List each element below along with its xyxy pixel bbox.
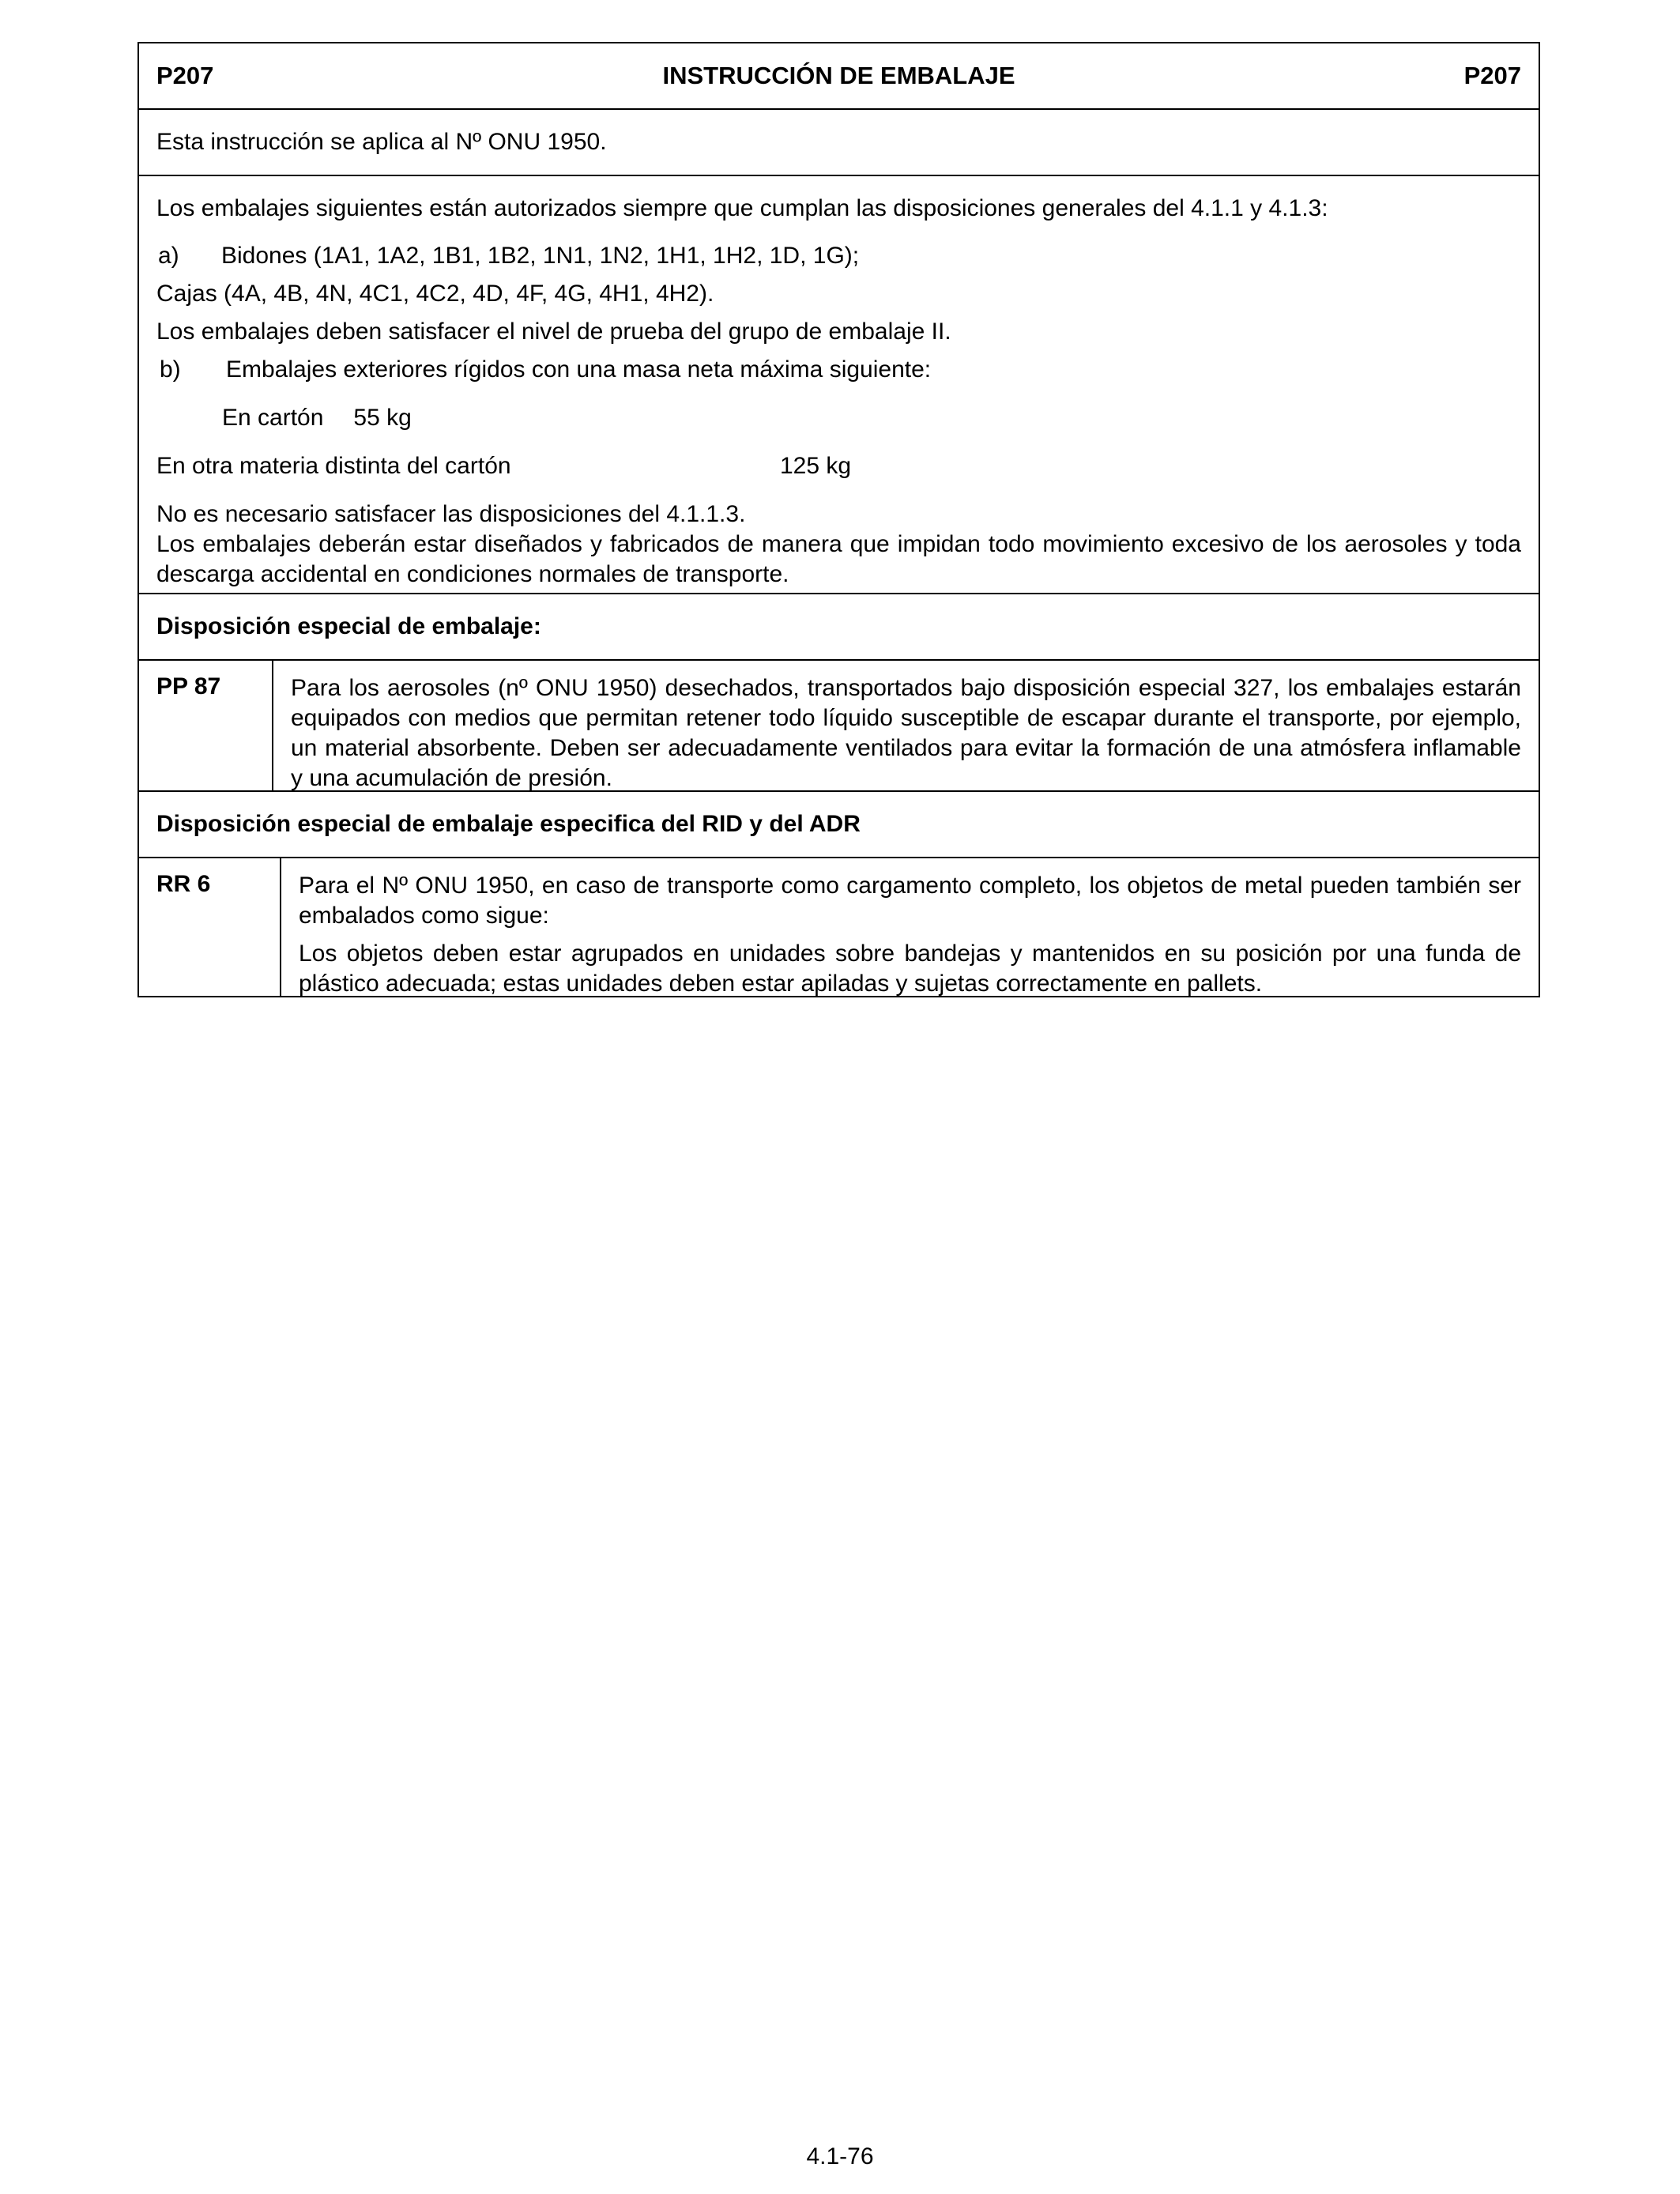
design-text: Los embalajes deberán estar diseñados y fabricados de manera que impidan todo movimiento excesivo de los aerosoles y toda descarga accidental en condiciones normales de transporte. [156, 531, 1521, 587]
pp-content [273, 661, 1539, 790]
other-material-line [156, 451, 1521, 481]
rr-text-1: Para el Nº ONU 1950, en caso de transporte como cargamento completo, los objetos de metal pueden también ser embalados como sigue: [299, 873, 1521, 929]
packaging-intro: Los embalajes siguientes están autorizados siempre que cumplan las disposiciones generales del 4.1.1 y 4.1.3: [156, 195, 1328, 221]
other-value: 125 kg [780, 453, 852, 479]
rr-code: RR 6 [139, 858, 281, 996]
carton-label: En cartón [222, 405, 324, 431]
not-required-text: No es necesario satisfacer las disposiciones del 4.1.1.3. [156, 501, 746, 527]
rid-adr-heading-row [139, 792, 1539, 858]
rid-adr-heading: Disposición especial de embalaje especifica del RID y del ADR [156, 811, 861, 837]
table-title: INSTRUCCIÓN DE EMBALAJE [662, 62, 1015, 89]
carton-value: 55 kg [353, 405, 412, 431]
rr-content [281, 858, 1539, 996]
item-b-marker: b) [160, 356, 181, 383]
item-b [156, 355, 1521, 385]
carton-line [156, 403, 1521, 433]
item-a-marker: a) [158, 243, 179, 269]
other-label: En otra materia distinta del cartón [156, 453, 511, 479]
pp-text: Para los aerosoles (nº ONU 1950) desechados, transportados bajo disposición especial 327, los embalajes estarán equipados con medios que permitan retener todo líquido susceptible de escapar durante el transporte, por ejemplo, un material absorbente. Deben ser adecuadamente ventilados para evitar la formación de una atmósfera inflamable y una acumulación de presión. [291, 675, 1521, 791]
packaging-section [139, 176, 1539, 594]
item-a [156, 241, 1521, 271]
pp87-row [139, 661, 1539, 792]
item-b-text: Embalajes exteriores rígidos con una masa neta máxima siguiente: [226, 356, 932, 383]
page-number: 4.1-76 [806, 2143, 874, 2169]
code-right: P207 [1463, 62, 1521, 89]
boxes-text: Cajas (4A, 4B, 4N, 4C1, 4C2, 4D, 4F, 4G, 4H1, 4H2). [156, 281, 714, 307]
table-header [139, 43, 1539, 110]
special-heading-row [139, 594, 1539, 661]
item-a-text: Bidones (1A1, 1A2, 1B1, 1B2, 1N1, 1N2, 1H1, 1H2, 1D, 1G); [221, 243, 860, 269]
rr6-row [139, 858, 1539, 996]
group-level-text: Los embalajes deben satisfacer el nivel de prueba del grupo de embalaje II. [156, 319, 951, 345]
special-heading: Disposición especial de embalaje: [156, 613, 541, 639]
packing-instruction-table [137, 42, 1540, 997]
pp-code: PP 87 [139, 661, 273, 790]
applies-row [139, 110, 1539, 176]
applies-text: Esta instrucción se aplica al Nº ONU 1950. [156, 129, 607, 155]
rr-text-2: Los objetos deben estar agrupados en unidades sobre bandejas y mantenidos en su posición por una funda de plástico adecuada; estas unidades deben estar apiladas y sujetas correctamente en pallets. [299, 941, 1521, 997]
code-left: P207 [156, 62, 214, 89]
